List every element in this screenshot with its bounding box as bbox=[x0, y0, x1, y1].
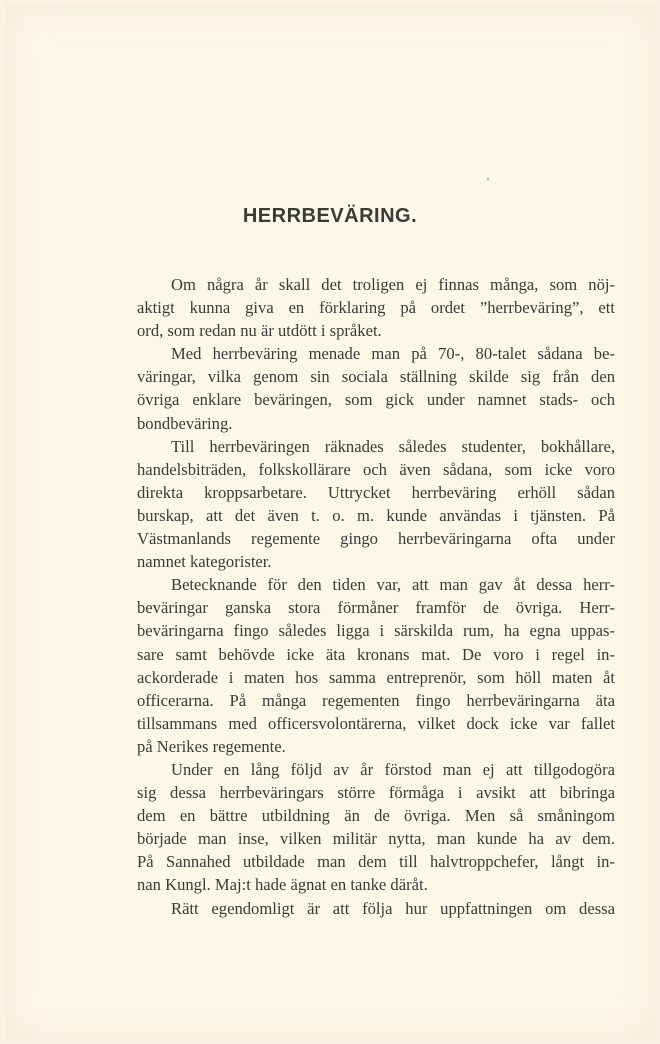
text-line: på Nerikes regemente. bbox=[137, 736, 286, 756]
text-line: officerarna. På många regementen fingo herrbeväringarna äta bbox=[137, 690, 615, 710]
text-line: väringar, vilka genom sin sociala ställning skilde sig från den bbox=[137, 367, 615, 387]
text-line: Under en lång följd av år förstod man ej att tillgodogöra bbox=[171, 759, 615, 779]
text-line: bondbeväring. bbox=[137, 413, 233, 433]
text-line: Västmanlands regemente gingo herrbeväringarna ofta under bbox=[137, 529, 615, 549]
text-line: beväringar ganska stora förmåner framför de övriga. Herr- bbox=[137, 598, 615, 618]
page-title: HERRBEVÄRING. bbox=[242, 205, 418, 227]
text-line: direkta kroppsarbetare. Uttrycket herrbeväring erhöll sådan bbox=[137, 482, 615, 502]
text-line: dem en bättre utbildning än de övriga. Men så småningom bbox=[137, 806, 615, 826]
text-line: sig dessa herrbeväringars större förmåga i avsikt att bibringa bbox=[137, 783, 615, 803]
text-line: sare samt behövde icke äta kronans mat. De voro i regel in- bbox=[137, 644, 615, 664]
text-line: namnet kategorister. bbox=[137, 552, 272, 572]
text-line: aktigt kunna giva en förklaring på ordet ”herrbeväring”, ett bbox=[137, 298, 615, 318]
print-speck bbox=[487, 178, 489, 180]
text-line: Rätt egendomligt är att följa hur uppfattningen om dessa bbox=[171, 898, 615, 918]
text-line: Betecknande för den tiden var, att man gav åt dessa herr- bbox=[171, 575, 615, 595]
text-line: övriga enklare beväringen, som gick under namnet stads- och bbox=[137, 390, 615, 410]
text-line: burskap, att det även t. o. m. kunde användas i tjänsten. På bbox=[137, 505, 615, 525]
text-line: Till herrbeväringen räknades således studenter, bokhållare, bbox=[171, 436, 615, 456]
text-line: ord, som redan nu är utdött i språket. bbox=[137, 321, 382, 341]
text-line: tillsammans med officersvolontärerna, vilket dock icke var fallet bbox=[137, 713, 615, 733]
text-line: beväringarna fingo således ligga i särskilda rum, ha egna uppas- bbox=[137, 621, 615, 641]
text-line: började man inse, vilken militär nytta, man kunde ha av dem. bbox=[137, 829, 615, 849]
text-line: Om några år skall det troligen ej finnas många, som nöj- bbox=[171, 275, 615, 294]
text-line: På Sannahed utbildade man dem till halvtroppchefer, långt in- bbox=[137, 852, 615, 872]
text-line: nan Kungl. Maj:t hade ägnat en tanke däråt. bbox=[137, 875, 428, 895]
text-line: ackorderade i maten hos samma entreprenör, som höll maten åt bbox=[137, 667, 615, 687]
text-line: Med herrbeväring menade man på 70-, 80-talet sådana be- bbox=[171, 344, 615, 364]
body-text bbox=[137, 273, 615, 920]
text-line: handelsbiträden, folkskollärare och även sådana, som icke voro bbox=[137, 459, 615, 479]
